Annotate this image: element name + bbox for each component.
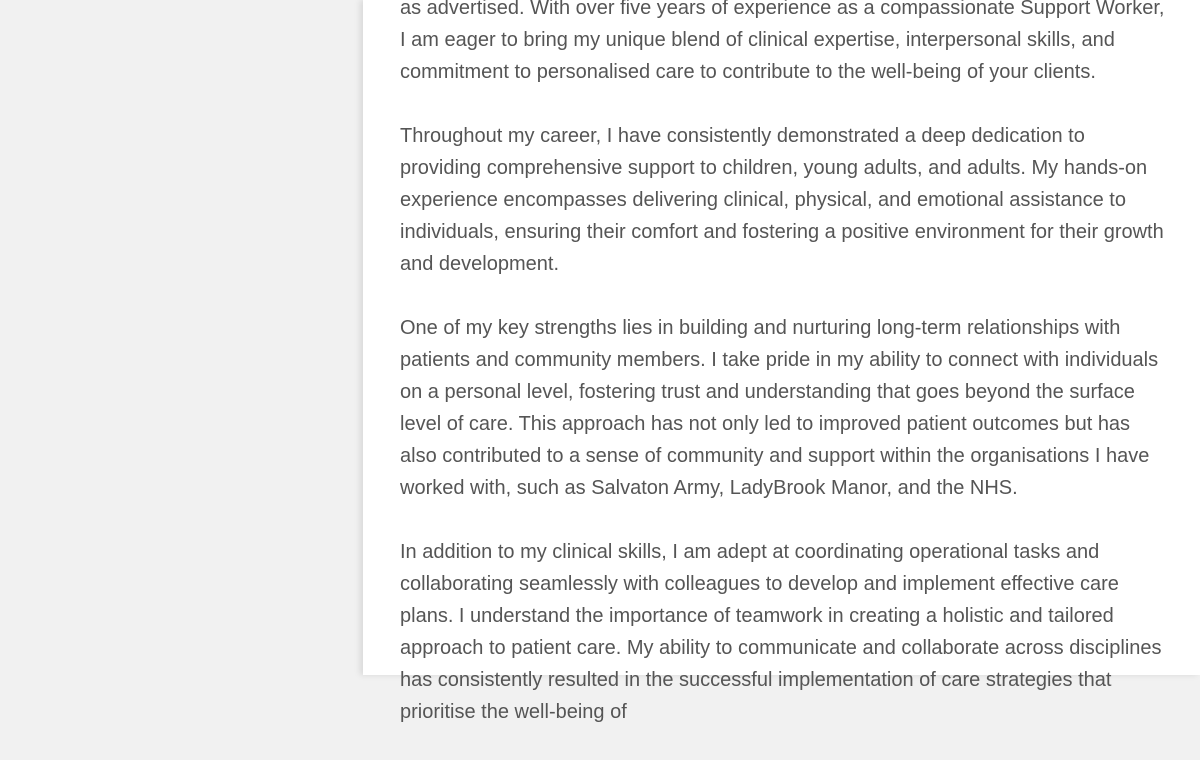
paragraph-skills: In addition to my clinical skills, I am adept at coordinating operational tasks and collaborating seamlessly with colleagues to develop and implement effective care plans. I understand the importance of teamwork in creating a holistic and tailored approach to patient care. My ability to communicate and collaborate across disciplines has consistently resulted in the successful implementation of care strategies that prioritise the well-being of	[400, 541, 1162, 723]
document-page	[363, 0, 1200, 723]
paragraph-strengths: One of my key strengths lies in building and nurturing long-term relationships with patients and community members. I take pride in my ability to connect with individuals on a personal level, fostering trust and understanding that goes beyond the surface level of care. This approach has not only led to improved patient outcomes but has also contributed to a sense of community and support within the organisations I have worked with, such as Salvaton Army, LadyBrook Manor, and the NHS.	[400, 317, 1159, 499]
paragraph-intro: as advertised. With over five years of experience as a compassionate Support Worker, I am eager to bring my unique blend of clinical expertise, interpersonal skills, and commitment to personalised care to contribute to the well-being of your clients.	[400, 0, 1165, 83]
cover-letter-body	[400, 0, 1170, 760]
paragraph-career: Throughout my career, I have consistently demonstrated a deep dedication to providing comprehensive support to children, young adults, and adults. My hands-on experience encompasses delivering clinical, physical, and emotional assistance to individuals, ensuring their comfort and fostering a positive environment for their growth and development.	[400, 125, 1164, 275]
